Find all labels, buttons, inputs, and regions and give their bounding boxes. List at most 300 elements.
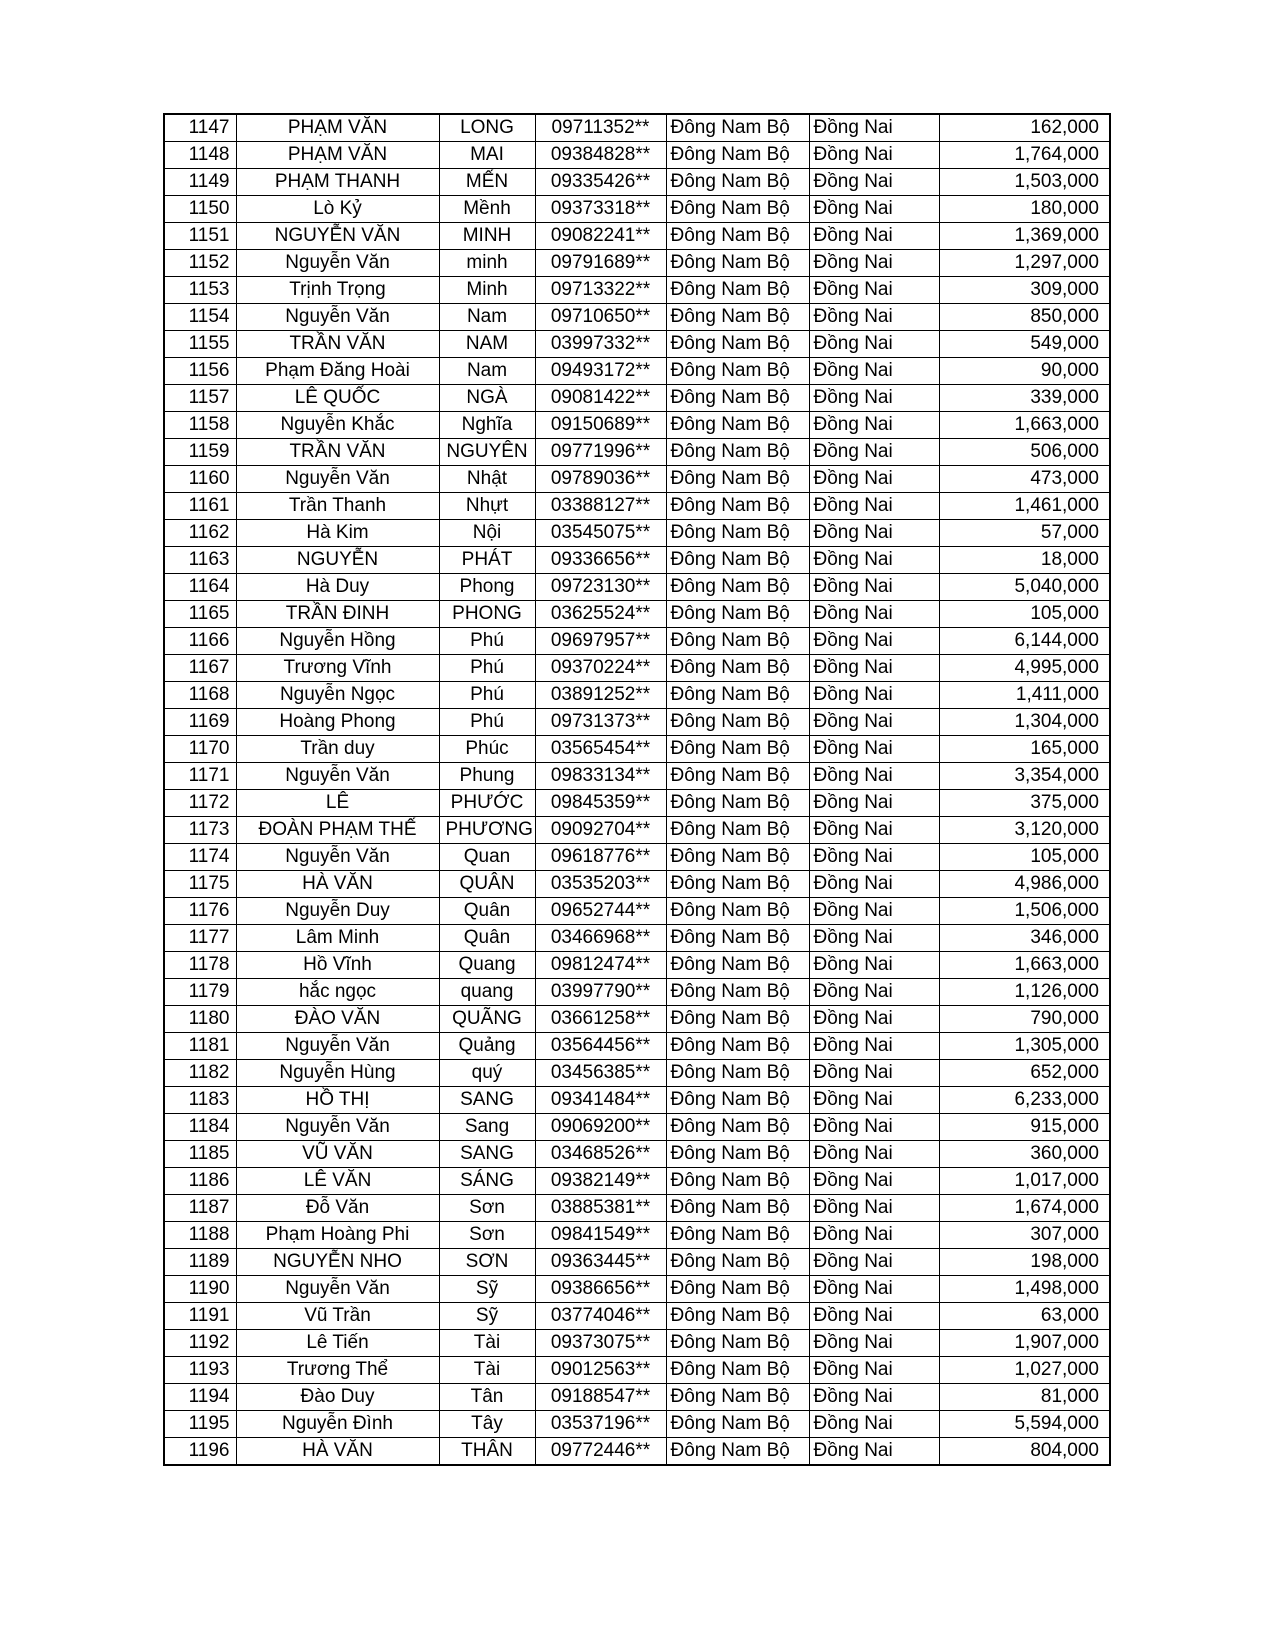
given-name-cell: Tây [439, 1411, 535, 1438]
surname-cell: ĐÀO VĂN [236, 1006, 439, 1033]
region-cell: Đông Nam Bộ [666, 1438, 809, 1466]
surname-cell: HỒ THỊ [236, 1087, 439, 1114]
phone-cell: 09652744** [535, 898, 666, 925]
row-number-cell: 1190 [164, 1276, 236, 1303]
given-name-cell: Phúc [439, 736, 535, 763]
given-name-cell: Nhựt [439, 493, 535, 520]
surname-cell: Trương Vĩnh [236, 655, 439, 682]
table-row [164, 1195, 1110, 1222]
surname-cell: Nguyễn Hồng [236, 628, 439, 655]
row-number-cell: 1153 [164, 277, 236, 304]
row-number-cell: 1148 [164, 142, 236, 169]
amount-cell: 346,000 [939, 925, 1110, 952]
row-number-cell: 1182 [164, 1060, 236, 1087]
surname-cell: NGUYỄN NHO [236, 1249, 439, 1276]
row-number-cell: 1181 [164, 1033, 236, 1060]
province-cell: Đồng Nai [809, 628, 939, 655]
region-cell: Đông Nam Bộ [666, 736, 809, 763]
row-number-cell: 1186 [164, 1168, 236, 1195]
phone-cell: 03388127** [535, 493, 666, 520]
phone-cell: 09370224** [535, 655, 666, 682]
given-name-cell: NGÀ [439, 385, 535, 412]
row-number-cell: 1180 [164, 1006, 236, 1033]
table-row [164, 1303, 1110, 1330]
phone-cell: 09150689** [535, 412, 666, 439]
table-row [164, 520, 1110, 547]
province-cell: Đồng Nai [809, 385, 939, 412]
surname-cell: Hoàng Phong [236, 709, 439, 736]
province-cell: Đồng Nai [809, 1357, 939, 1384]
region-cell: Đông Nam Bộ [666, 223, 809, 250]
region-cell: Đông Nam Bộ [666, 790, 809, 817]
table-row [164, 196, 1110, 223]
amount-cell: 915,000 [939, 1114, 1110, 1141]
row-number-cell: 1185 [164, 1141, 236, 1168]
region-cell: Đông Nam Bộ [666, 466, 809, 493]
phone-cell: 09341484** [535, 1087, 666, 1114]
table-row [164, 1087, 1110, 1114]
row-number-cell: 1162 [164, 520, 236, 547]
table-row [164, 331, 1110, 358]
given-name-cell: MAI [439, 142, 535, 169]
row-number-cell: 1161 [164, 493, 236, 520]
row-number-cell: 1192 [164, 1330, 236, 1357]
phone-cell: 09069200** [535, 1114, 666, 1141]
given-name-cell: NGUYÊN [439, 439, 535, 466]
phone-cell: 03774046** [535, 1303, 666, 1330]
surname-cell: Nguyễn Ngọc [236, 682, 439, 709]
given-name-cell: QUÂN [439, 871, 535, 898]
given-name-cell: SANG [439, 1087, 535, 1114]
surname-cell: VŨ VĂN [236, 1141, 439, 1168]
province-cell: Đồng Nai [809, 547, 939, 574]
table-row [164, 1411, 1110, 1438]
surname-cell: Đào Duy [236, 1384, 439, 1411]
table-row [164, 547, 1110, 574]
row-number-cell: 1152 [164, 250, 236, 277]
given-name-cell: Quân [439, 925, 535, 952]
amount-cell: 375,000 [939, 790, 1110, 817]
amount-cell: 339,000 [939, 385, 1110, 412]
amount-cell: 652,000 [939, 1060, 1110, 1087]
phone-cell: 09335426** [535, 169, 666, 196]
phone-cell: 09697957** [535, 628, 666, 655]
region-cell: Đông Nam Bộ [666, 1006, 809, 1033]
province-cell: Đồng Nai [809, 682, 939, 709]
phone-cell: 03891252** [535, 682, 666, 709]
amount-cell: 309,000 [939, 277, 1110, 304]
region-cell: Đông Nam Bộ [666, 493, 809, 520]
surname-cell: Nguyễn Văn [236, 466, 439, 493]
region-cell: Đông Nam Bộ [666, 682, 809, 709]
table-row [164, 736, 1110, 763]
row-number-cell: 1159 [164, 439, 236, 466]
table-row [164, 466, 1110, 493]
given-name-cell: PHÁT [439, 547, 535, 574]
given-name-cell: minh [439, 250, 535, 277]
region-cell: Đông Nam Bộ [666, 1168, 809, 1195]
province-cell: Đồng Nai [809, 114, 939, 142]
region-cell: Đông Nam Bộ [666, 1114, 809, 1141]
amount-cell: 198,000 [939, 1249, 1110, 1276]
surname-cell: ĐOÀN PHẠM THẾ [236, 817, 439, 844]
given-name-cell: LONG [439, 114, 535, 142]
phone-cell: 03545075** [535, 520, 666, 547]
region-cell: Đông Nam Bộ [666, 1141, 809, 1168]
phone-cell: 09188547** [535, 1384, 666, 1411]
province-cell: Đồng Nai [809, 1249, 939, 1276]
region-cell: Đông Nam Bộ [666, 331, 809, 358]
province-cell: Đồng Nai [809, 358, 939, 385]
surname-cell: NGUYỄN VĂN [236, 223, 439, 250]
row-number-cell: 1150 [164, 196, 236, 223]
phone-cell: 09012563** [535, 1357, 666, 1384]
amount-cell: 1,411,000 [939, 682, 1110, 709]
amount-cell: 180,000 [939, 196, 1110, 223]
amount-cell: 1,503,000 [939, 169, 1110, 196]
phone-cell: 09731373** [535, 709, 666, 736]
province-cell: Đồng Nai [809, 439, 939, 466]
province-cell: Đồng Nai [809, 817, 939, 844]
row-number-cell: 1173 [164, 817, 236, 844]
table-row [164, 304, 1110, 331]
province-cell: Đồng Nai [809, 1438, 939, 1466]
region-cell: Đông Nam Bộ [666, 1060, 809, 1087]
province-cell: Đồng Nai [809, 1033, 939, 1060]
region-cell: Đông Nam Bộ [666, 1087, 809, 1114]
amount-cell: 81,000 [939, 1384, 1110, 1411]
table-row [164, 493, 1110, 520]
phone-cell: 09092704** [535, 817, 666, 844]
region-cell: Đông Nam Bộ [666, 358, 809, 385]
table-row [164, 114, 1110, 142]
table-row [164, 574, 1110, 601]
region-cell: Đông Nam Bộ [666, 142, 809, 169]
amount-cell: 162,000 [939, 114, 1110, 142]
surname-cell: Phạm Hoàng Phi [236, 1222, 439, 1249]
phone-cell: 09336656** [535, 547, 666, 574]
surname-cell: TRẦN VĂN [236, 439, 439, 466]
table-row [164, 790, 1110, 817]
province-cell: Đồng Nai [809, 1195, 939, 1222]
table-row [164, 1114, 1110, 1141]
table-row [164, 439, 1110, 466]
surname-cell: Trần duy [236, 736, 439, 763]
table-row [164, 871, 1110, 898]
table-row [164, 655, 1110, 682]
table-row [164, 601, 1110, 628]
given-name-cell: Phú [439, 709, 535, 736]
province-cell: Đồng Nai [809, 142, 939, 169]
region-cell: Đông Nam Bộ [666, 952, 809, 979]
phone-cell: 09082241** [535, 223, 666, 250]
amount-cell: 3,354,000 [939, 763, 1110, 790]
given-name-cell: Phú [439, 682, 535, 709]
region-cell: Đông Nam Bộ [666, 871, 809, 898]
phone-cell: 09382149** [535, 1168, 666, 1195]
given-name-cell: Phú [439, 655, 535, 682]
amount-cell: 105,000 [939, 601, 1110, 628]
row-number-cell: 1167 [164, 655, 236, 682]
region-cell: Đông Nam Bộ [666, 1195, 809, 1222]
table-row [164, 1033, 1110, 1060]
table-row [164, 709, 1110, 736]
phone-cell: 03997790** [535, 979, 666, 1006]
row-number-cell: 1166 [164, 628, 236, 655]
row-number-cell: 1172 [164, 790, 236, 817]
given-name-cell: Sang [439, 1114, 535, 1141]
province-cell: Đồng Nai [809, 1411, 939, 1438]
given-name-cell: PHONG [439, 601, 535, 628]
table-row [164, 1357, 1110, 1384]
surname-cell: Nguyễn Văn [236, 763, 439, 790]
amount-cell: 1,498,000 [939, 1276, 1110, 1303]
region-cell: Đông Nam Bộ [666, 547, 809, 574]
given-name-cell: SANG [439, 1141, 535, 1168]
province-cell: Đồng Nai [809, 466, 939, 493]
province-cell: Đồng Nai [809, 1006, 939, 1033]
phone-cell: 09618776** [535, 844, 666, 871]
surname-cell: Lò Kỷ [236, 196, 439, 223]
province-cell: Đồng Nai [809, 736, 939, 763]
province-cell: Đồng Nai [809, 979, 939, 1006]
phone-cell: 09772446** [535, 1438, 666, 1466]
phone-cell: 09386656** [535, 1276, 666, 1303]
phone-cell: 03535203** [535, 871, 666, 898]
surname-cell: TRẦN ĐINH [236, 601, 439, 628]
province-cell: Đồng Nai [809, 412, 939, 439]
province-cell: Đồng Nai [809, 493, 939, 520]
surname-cell: Nguyễn Văn [236, 1033, 439, 1060]
region-cell: Đông Nam Bộ [666, 898, 809, 925]
phone-cell: 09812474** [535, 952, 666, 979]
table-row [164, 979, 1110, 1006]
region-cell: Đông Nam Bộ [666, 304, 809, 331]
region-cell: Đông Nam Bộ [666, 655, 809, 682]
table-row [164, 952, 1110, 979]
surname-cell: Phạm Đăng Hoài [236, 358, 439, 385]
province-cell: Đồng Nai [809, 304, 939, 331]
amount-cell: 63,000 [939, 1303, 1110, 1330]
given-name-cell: Quảng [439, 1033, 535, 1060]
province-cell: Đồng Nai [809, 1276, 939, 1303]
region-cell: Đông Nam Bộ [666, 1411, 809, 1438]
given-name-cell: Sỹ [439, 1276, 535, 1303]
region-cell: Đông Nam Bộ [666, 763, 809, 790]
given-name-cell: quang [439, 979, 535, 1006]
table-row [164, 1060, 1110, 1087]
given-name-cell: Nội [439, 520, 535, 547]
amount-cell: 850,000 [939, 304, 1110, 331]
amount-cell: 1,461,000 [939, 493, 1110, 520]
surname-cell: Trương Thể [236, 1357, 439, 1384]
surname-cell: Trịnh Trọng [236, 277, 439, 304]
amount-cell: 1,907,000 [939, 1330, 1110, 1357]
table-row [164, 142, 1110, 169]
surname-cell: PHẠM VĂN [236, 114, 439, 142]
row-number-cell: 1151 [164, 223, 236, 250]
phone-cell: 09845359** [535, 790, 666, 817]
province-cell: Đồng Nai [809, 520, 939, 547]
surname-cell: Lê Tiến [236, 1330, 439, 1357]
phone-cell: 09710650** [535, 304, 666, 331]
phone-cell: 03456385** [535, 1060, 666, 1087]
surname-cell: Hà Duy [236, 574, 439, 601]
table-row [164, 1141, 1110, 1168]
surname-cell: Nguyễn Văn [236, 250, 439, 277]
region-cell: Đông Nam Bộ [666, 196, 809, 223]
row-number-cell: 1191 [164, 1303, 236, 1330]
amount-cell: 18,000 [939, 547, 1110, 574]
phone-cell: 09373075** [535, 1330, 666, 1357]
phone-cell: 09791689** [535, 250, 666, 277]
amount-cell: 790,000 [939, 1006, 1110, 1033]
row-number-cell: 1187 [164, 1195, 236, 1222]
amount-cell: 3,120,000 [939, 817, 1110, 844]
amount-cell: 1,764,000 [939, 142, 1110, 169]
row-number-cell: 1189 [164, 1249, 236, 1276]
amount-cell: 1,017,000 [939, 1168, 1110, 1195]
given-name-cell: Sơn [439, 1195, 535, 1222]
region-cell: Đông Nam Bộ [666, 709, 809, 736]
given-name-cell: Tài [439, 1357, 535, 1384]
row-number-cell: 1168 [164, 682, 236, 709]
phone-cell: 09713322** [535, 277, 666, 304]
row-number-cell: 1157 [164, 385, 236, 412]
region-cell: Đông Nam Bộ [666, 925, 809, 952]
surname-cell: Nguyễn Hùng [236, 1060, 439, 1087]
table-body [164, 114, 1110, 1465]
amount-cell: 5,040,000 [939, 574, 1110, 601]
amount-cell: 549,000 [939, 331, 1110, 358]
surname-cell: PHẠM VĂN [236, 142, 439, 169]
surname-cell: Hà Kim [236, 520, 439, 547]
table-row [164, 1330, 1110, 1357]
surname-cell: LÊ VĂN [236, 1168, 439, 1195]
province-cell: Đồng Nai [809, 1141, 939, 1168]
province-cell: Đồng Nai [809, 223, 939, 250]
given-name-cell: NAM [439, 331, 535, 358]
amount-cell: 1,027,000 [939, 1357, 1110, 1384]
amount-cell: 57,000 [939, 520, 1110, 547]
amount-cell: 6,144,000 [939, 628, 1110, 655]
given-name-cell: Nam [439, 304, 535, 331]
row-number-cell: 1165 [164, 601, 236, 628]
phone-cell: 03468526** [535, 1141, 666, 1168]
amount-cell: 1,126,000 [939, 979, 1110, 1006]
row-number-cell: 1183 [164, 1087, 236, 1114]
amount-cell: 1,305,000 [939, 1033, 1110, 1060]
row-number-cell: 1188 [164, 1222, 236, 1249]
phone-cell: 03661258** [535, 1006, 666, 1033]
phone-cell: 09373318** [535, 196, 666, 223]
region-cell: Đông Nam Bộ [666, 1303, 809, 1330]
province-cell: Đồng Nai [809, 169, 939, 196]
surname-cell: PHẠM THANH [236, 169, 439, 196]
province-cell: Đồng Nai [809, 574, 939, 601]
province-cell: Đồng Nai [809, 655, 939, 682]
row-number-cell: 1193 [164, 1357, 236, 1384]
row-number-cell: 1163 [164, 547, 236, 574]
phone-cell: 09833134** [535, 763, 666, 790]
region-cell: Đông Nam Bộ [666, 412, 809, 439]
row-number-cell: 1147 [164, 114, 236, 142]
table-row [164, 1222, 1110, 1249]
phone-cell: 03997332** [535, 331, 666, 358]
given-name-cell: Quan [439, 844, 535, 871]
table-row [164, 1168, 1110, 1195]
given-name-cell: MẾN [439, 169, 535, 196]
amount-cell: 360,000 [939, 1141, 1110, 1168]
amount-cell: 1,674,000 [939, 1195, 1110, 1222]
given-name-cell: Sỹ [439, 1303, 535, 1330]
given-name-cell: Phú [439, 628, 535, 655]
phone-cell: 03885381** [535, 1195, 666, 1222]
row-number-cell: 1170 [164, 736, 236, 763]
region-cell: Đông Nam Bộ [666, 385, 809, 412]
table-row [164, 169, 1110, 196]
surname-cell: Nguyễn Văn [236, 844, 439, 871]
province-cell: Đồng Nai [809, 709, 939, 736]
table-row [164, 628, 1110, 655]
given-name-cell: Minh [439, 277, 535, 304]
surname-cell: TRẦN VĂN [236, 331, 439, 358]
given-name-cell: Nam [439, 358, 535, 385]
surname-cell: LÊ [236, 790, 439, 817]
table-row [164, 1438, 1110, 1466]
surname-cell: Vũ Trần [236, 1303, 439, 1330]
amount-cell: 804,000 [939, 1438, 1110, 1466]
province-cell: Đồng Nai [809, 601, 939, 628]
table-row [164, 223, 1110, 250]
given-name-cell: Phung [439, 763, 535, 790]
given-name-cell: MINH [439, 223, 535, 250]
province-cell: Đồng Nai [809, 331, 939, 358]
region-cell: Đông Nam Bộ [666, 628, 809, 655]
region-cell: Đông Nam Bộ [666, 1222, 809, 1249]
table-row [164, 844, 1110, 871]
row-number-cell: 1184 [164, 1114, 236, 1141]
given-name-cell: quý [439, 1060, 535, 1087]
region-cell: Đông Nam Bộ [666, 1330, 809, 1357]
table-row [164, 250, 1110, 277]
amount-cell: 1,663,000 [939, 952, 1110, 979]
row-number-cell: 1154 [164, 304, 236, 331]
given-name-cell: Nghĩa [439, 412, 535, 439]
surname-cell: Nguyễn Văn [236, 1114, 439, 1141]
table-row [164, 1384, 1110, 1411]
amount-cell: 4,986,000 [939, 871, 1110, 898]
phone-cell: 03565454** [535, 736, 666, 763]
province-cell: Đồng Nai [809, 1222, 939, 1249]
province-cell: Đồng Nai [809, 1303, 939, 1330]
region-cell: Đông Nam Bộ [666, 169, 809, 196]
surname-cell: Lâm Minh [236, 925, 439, 952]
data-table [163, 113, 1111, 1466]
row-number-cell: 1176 [164, 898, 236, 925]
phone-cell: 09841549** [535, 1222, 666, 1249]
province-cell: Đồng Nai [809, 952, 939, 979]
amount-cell: 90,000 [939, 358, 1110, 385]
province-cell: Đồng Nai [809, 763, 939, 790]
province-cell: Đồng Nai [809, 844, 939, 871]
given-name-cell: Sơn [439, 1222, 535, 1249]
table-row [164, 763, 1110, 790]
given-name-cell: SƠN [439, 1249, 535, 1276]
row-number-cell: 1158 [164, 412, 236, 439]
row-number-cell: 1175 [164, 871, 236, 898]
surname-cell: Hồ Vĩnh [236, 952, 439, 979]
